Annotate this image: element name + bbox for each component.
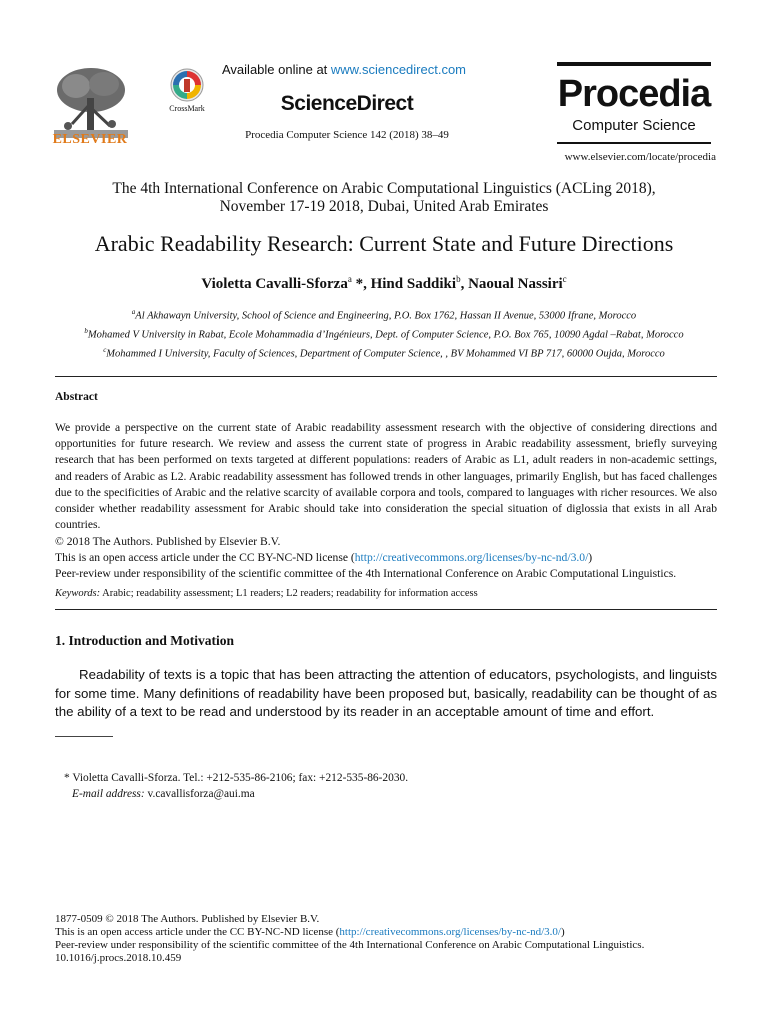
open-access-suffix: ): [588, 551, 593, 565]
crossmark-icon[interactable]: [170, 68, 204, 102]
divider-top: [55, 376, 717, 377]
author-list: [40, 274, 728, 293]
footer-open-suffix: ): [561, 926, 565, 938]
author-name: Violetta Cavalli-Sforza: [201, 276, 348, 292]
procedia-subtitle: Computer Science: [572, 117, 696, 134]
affiliation: [40, 324, 728, 343]
license-link[interactable]: http://creativecommons.org/licenses/by-nc-nd/3.0/: [354, 551, 589, 565]
available-online: [222, 62, 482, 77]
affiliation-text: Al Akhawayn University, School of Science and Engineering, P.O. Box 1762, Hassan II Avenue, 53000 Ifrane, Morocco: [135, 310, 637, 322]
author-name: Naoual Nassiri: [468, 276, 563, 292]
license-block: [55, 534, 735, 583]
abstract-heading: Abstract: [55, 391, 98, 403]
divider-bottom: [55, 609, 717, 610]
sciencedirect-link[interactable]: www.sciencedirect.com: [330, 62, 467, 77]
issn-line: 1877-0509 © 2018 The Authors. Published by Elsevier B.V.: [55, 913, 320, 925]
intro-text: Readability of texts is a topic that has been attracting the attention of educators, psychologists, and linguists for some time. Many definitions of readability have been proposed but, basically, readability can be thought of as the ability of a text to be read and understood by its reader in an acceptable amount of time and effort.: [55, 667, 717, 719]
affiliation-sup: c: [103, 346, 107, 354]
affiliation: [40, 305, 728, 324]
email-line: [64, 787, 664, 803]
open-access-prefix: This is an open access article under the CC BY-NC-ND license (: [55, 551, 355, 565]
keywords: [55, 588, 717, 599]
email-address[interactable]: v.cavallisforza@aui.ma: [144, 787, 255, 800]
crossmark-label: CrossMark: [169, 104, 205, 113]
procedia-title: Procedia: [557, 73, 711, 115]
corresponding-author: * Violetta Cavalli-Sforza. Tel.: +212-535-86-2106; fax: +212-535-86-2030.: [64, 772, 409, 784]
affiliation-text: Mohamed V University in Rabat, Ecole Mohammadia d’Ingénieurs, Dept. of Computer Science, P.O. Box 765, 10090 Agdal –Rabat, Morocco: [87, 329, 684, 341]
section-heading: 1. Introduction and Motivation: [55, 633, 235, 648]
page-footer: [55, 913, 735, 965]
conference-line-1: The 4th International Conference on Arabic Computational Linguistics (ACLing 2018),: [112, 180, 656, 197]
author-name: Hind Saddiki: [370, 276, 457, 292]
intro-paragraph: [55, 666, 717, 722]
journal-citation: Procedia Computer Science 142 (2018) 38–49: [245, 129, 449, 141]
footnote-rule: [55, 736, 113, 737]
keywords-text: Arabic; readability assessment; L1 readers; L2 readers; readability for information access: [100, 588, 478, 599]
affiliation: [40, 343, 728, 362]
available-prefix: Available online at: [222, 62, 331, 77]
footer-open-prefix: This is an open access article under the CC BY-NC-ND license (: [55, 926, 340, 938]
footer-open-access: [55, 926, 735, 939]
affiliation-sup: b: [84, 327, 88, 335]
doi[interactable]: 10.1016/j.procs.2018.10.459: [55, 952, 182, 964]
email-label: E-mail address:: [72, 787, 145, 800]
conference-line-2: November 17-19 2018, Dubai, United Arab Emirates: [219, 198, 549, 215]
paper-title: Arabic Readability Research: Current State and Future Directions: [94, 231, 674, 256]
keywords-label: Keywords:: [55, 588, 101, 599]
affiliations: [40, 305, 728, 362]
conference-info: [40, 180, 728, 216]
open-access-line: [55, 550, 735, 566]
peer-review-line: Peer-review under responsibility of the scientific committee of the 4th International Conference on Arabic Computational Linguistics.: [55, 567, 677, 581]
author-sup: a: [347, 274, 352, 284]
abstract-text: We provide a perspective on the current state of Arabic readability assessment research with the objective of considering directions and opportunities for future research. We review and assess the current state of progress in Arabic readability assessment, briefly surveying research that has been performed on texts targeted at different populations: readers of Arabic as L1, adult readers in non-academic settings, and readers of Arabic as L2. Arabic readability assessment has followed trends in other languages, primarily English, but has faced challenges due to the specificities of Arabic and the relative scarcity of available corpora and tools, compared to languages with richer resources. We also consider whether readability assessment for Arabic should take into consideration the special situation of diglossia that exists in all Arab countries.: [55, 421, 717, 532]
procedia-rule: [557, 142, 711, 144]
footer-license-link[interactable]: http://creativecommons.org/licenses/by-nc-nd/3.0/: [339, 926, 561, 938]
sciencedirect-title: ScienceDirect: [280, 92, 414, 115]
elsevier-wordmark: ELSEVIER: [52, 132, 128, 147]
author-sep: ,: [460, 276, 469, 292]
affiliation-text: Mohammed I University, Faculty of Sciences, Department of Computer Science, , BV Mohammed VI BP 717, 60000 Oujda, Morocco: [106, 348, 665, 360]
footnote: [64, 771, 664, 802]
journal-url[interactable]: www.elsevier.com/locate/procedia: [564, 151, 716, 163]
copyright-line: © 2018 The Authors. Published by Elsevier B.V.: [55, 535, 281, 548]
author-sep: *,: [351, 276, 371, 292]
author-sup: c: [562, 274, 567, 284]
affiliation-sup: a: [131, 308, 136, 316]
author-sup: b: [456, 274, 461, 284]
footer-peer-review: Peer-review under responsibility of the scientific committee of the 4th International Conference on Arabic Computational Linguistics.: [55, 939, 645, 951]
